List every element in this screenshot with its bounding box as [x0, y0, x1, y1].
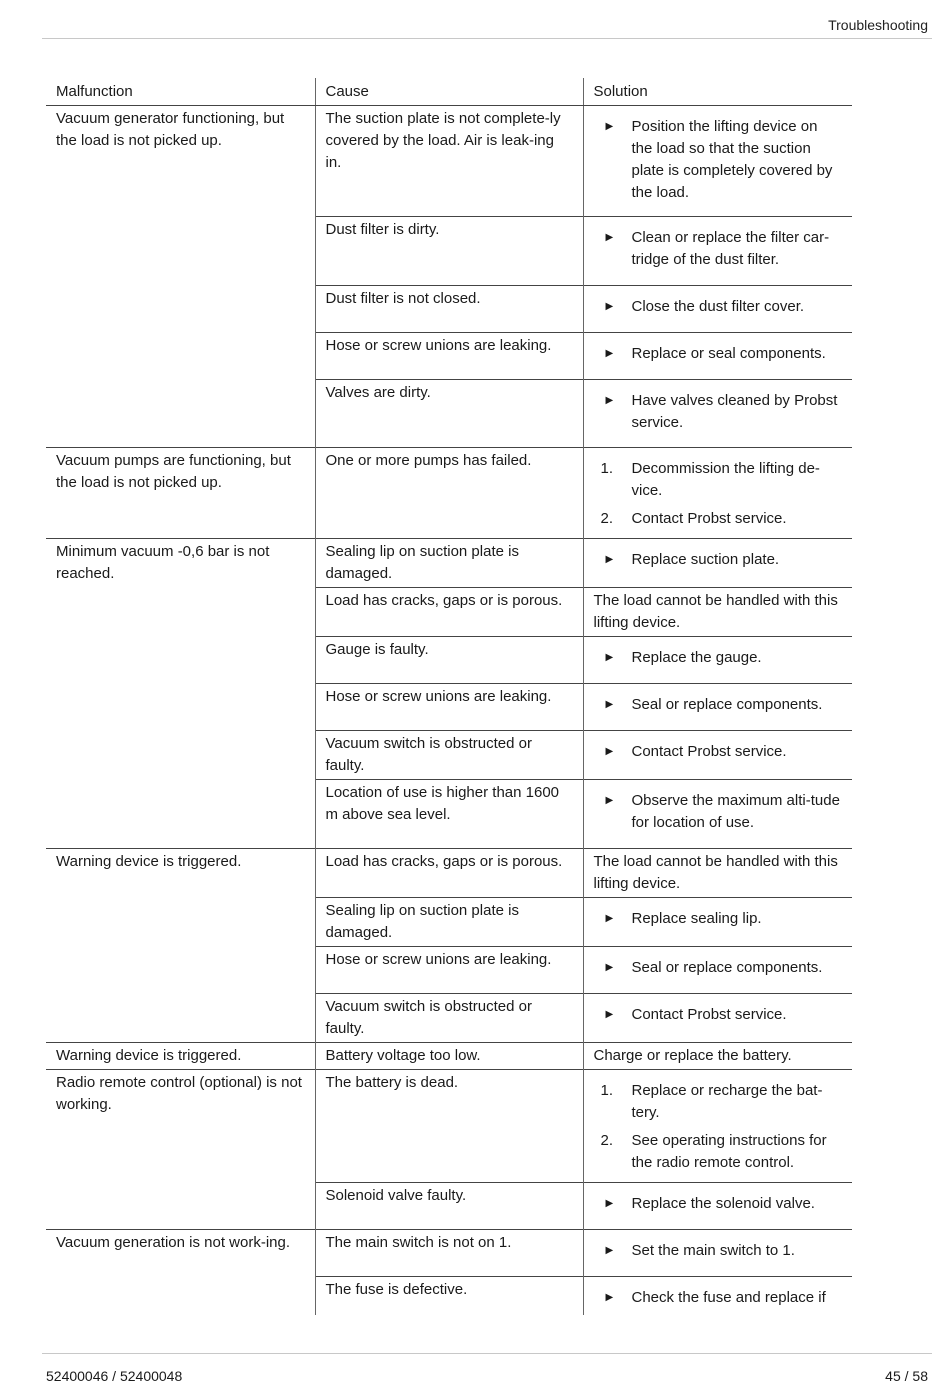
cause-cell: Hose or screw unions are leaking.: [315, 333, 583, 380]
solution-cell: [583, 994, 852, 1043]
table-body: [46, 106, 852, 1316]
cause-cell: Sealing lip on suction plate is damaged.: [315, 539, 583, 588]
solution-step: [594, 647, 843, 669]
cause-cell: Load has cracks, gaps or is porous.: [315, 849, 583, 898]
arrow-bullet-icon: ▶: [605, 121, 614, 132]
arrow-bullet-icon: ▶: [605, 554, 614, 565]
solution-step: [594, 1193, 843, 1215]
solution-cell: [583, 539, 852, 588]
solution-text: Decommission the lifting de-vice.: [631, 460, 820, 499]
malfunction-cell: Minimum vacuum -0,6 bar is not reached.: [46, 539, 315, 849]
column-header-cause: Cause: [315, 78, 583, 106]
solution-text: Set the main switch to 1.: [631, 1242, 795, 1259]
solution-step: [594, 296, 843, 318]
arrow-bullet-icon: ▶: [605, 962, 614, 973]
solution-text: Clean or replace the filter car-tridge of the dust filter.: [631, 229, 830, 268]
arrow-bullet-icon: ▶: [605, 395, 614, 406]
header-divider: [42, 38, 932, 39]
troubleshooting-table: [46, 78, 852, 1315]
malfunction-cell: Vacuum generation is not work-ing.: [46, 1230, 315, 1316]
solution-step: [594, 1130, 843, 1174]
cause-cell: Vacuum switch is obstructed or faulty.: [315, 994, 583, 1043]
column-header-malfunction: Malfunction: [46, 78, 315, 106]
solution-step: [594, 741, 843, 763]
malfunction-cell: Warning device is triggered.: [46, 849, 315, 1043]
page-number: 45 / 58: [885, 1368, 928, 1384]
cause-cell: The main switch is not on 1.: [315, 1230, 583, 1277]
cause-cell: Hose or screw unions are leaking.: [315, 947, 583, 994]
solution-cell: [583, 217, 852, 286]
solution-step: [594, 908, 843, 930]
cause-cell: Gauge is faulty.: [315, 637, 583, 684]
solution-cell: [583, 333, 852, 380]
table-header-row: [46, 78, 852, 106]
cause-cell: Solenoid valve faulty.: [315, 1183, 583, 1230]
cause-cell: The battery is dead.: [315, 1070, 583, 1183]
solution-text: Check the fuse and replace if: [631, 1289, 826, 1306]
solution-cell: [583, 1230, 852, 1277]
solution-text: Replace the solenoid valve.: [631, 1195, 815, 1212]
table-row: [46, 539, 852, 588]
solution-text: Seal or replace components.: [631, 959, 823, 976]
solution-cell: [583, 380, 852, 448]
arrow-bullet-icon: ▶: [605, 699, 614, 710]
solution-text: Replace the gauge.: [631, 649, 762, 666]
arrow-bullet-icon: ▶: [605, 746, 614, 757]
solution-cell: [583, 286, 852, 333]
table-row: [46, 1230, 852, 1277]
solution-cell: [583, 637, 852, 684]
solution-cell: [583, 684, 852, 731]
arrow-bullet-icon: ▶: [605, 913, 614, 924]
column-header-solution: Solution: [583, 78, 852, 106]
solution-step: [594, 116, 843, 204]
cause-cell: The fuse is defective.: [315, 1277, 583, 1316]
solution-text: Have valves cleaned by Probst service.: [631, 392, 838, 431]
table-row: [46, 448, 852, 539]
arrow-bullet-icon: ▶: [605, 1198, 614, 1209]
cause-cell: Vacuum switch is obstructed or faulty.: [315, 731, 583, 780]
malfunction-cell: Vacuum generator functioning, but the load is not picked up.: [46, 106, 315, 448]
solution-cell: [583, 1183, 852, 1230]
malfunction-cell: Radio remote control (optional) is not working.: [46, 1070, 315, 1230]
cause-cell: Battery voltage too low.: [315, 1043, 583, 1070]
solution-step: [594, 227, 843, 271]
solution-cell: [583, 947, 852, 994]
table-row: [46, 106, 852, 217]
solution-cell: [583, 1070, 852, 1183]
cause-cell: Dust filter is dirty.: [315, 217, 583, 286]
solution-cell: [583, 849, 852, 898]
solution-step: [594, 1240, 843, 1262]
step-number: 1.: [600, 460, 614, 477]
table-row: [46, 849, 852, 898]
malfunction-cell: Vacuum pumps are functioning, but the load is not picked up.: [46, 448, 315, 539]
solution-cell: [583, 588, 852, 637]
step-number: 1.: [600, 1082, 614, 1099]
arrow-bullet-icon: ▶: [605, 232, 614, 243]
solution-cell: [583, 1043, 852, 1070]
solution-text: Seal or replace components.: [631, 696, 823, 713]
step-number: 2.: [600, 1132, 614, 1149]
solution-step: [594, 1080, 843, 1124]
solution-text: Contact Probst service.: [631, 743, 787, 760]
cause-cell: One or more pumps has failed.: [315, 448, 583, 539]
solution-text: The load cannot be handled with this lifting device.: [593, 853, 838, 892]
table-row: [46, 1070, 852, 1183]
malfunction-cell: Warning device is triggered.: [46, 1043, 315, 1070]
step-number: 2.: [600, 510, 614, 527]
solution-text: Observe the maximum alti-tude for location of use.: [631, 792, 840, 831]
solution-cell: [583, 780, 852, 849]
solution-step: [594, 343, 843, 365]
arrow-bullet-icon: ▶: [605, 348, 614, 359]
solution-step: [594, 1004, 843, 1026]
page-header-title: Troubleshooting: [828, 17, 928, 33]
solution-text: Replace sealing lip.: [631, 910, 762, 927]
solution-step: [594, 458, 843, 502]
solution-step: [594, 1287, 843, 1309]
footer-divider: [42, 1353, 932, 1354]
arrow-bullet-icon: ▶: [605, 1245, 614, 1256]
solution-text: Charge or replace the battery.: [593, 1047, 792, 1064]
solution-text: Replace suction plate.: [631, 551, 780, 568]
cause-cell: Valves are dirty.: [315, 380, 583, 448]
cause-cell: Location of use is higher than 1600 m above sea level.: [315, 780, 583, 849]
arrow-bullet-icon: ▶: [605, 1009, 614, 1020]
solution-text: Contact Probst service.: [631, 510, 787, 527]
cause-cell: The suction plate is not complete-ly covered by the load. Air is leak-ing in.: [315, 106, 583, 217]
solution-text: Replace or seal components.: [631, 345, 826, 362]
solution-step: [594, 957, 843, 979]
cause-cell: Load has cracks, gaps or is porous.: [315, 588, 583, 637]
solution-cell: [583, 106, 852, 217]
solution-cell: [583, 448, 852, 539]
solution-text: Position the lifting device on the load so that the suction plate is completely covered by the load.: [631, 118, 833, 201]
solution-text: Close the dust filter cover.: [631, 298, 805, 315]
solution-step: [594, 694, 843, 716]
solution-step: [594, 790, 843, 834]
cause-cell: Hose or screw unions are leaking.: [315, 684, 583, 731]
arrow-bullet-icon: ▶: [605, 652, 614, 663]
solution-text: Contact Probst service.: [631, 1006, 787, 1023]
arrow-bullet-icon: ▶: [605, 795, 614, 806]
solution-step: [594, 390, 843, 434]
solution-step: [594, 549, 843, 571]
cause-cell: Dust filter is not closed.: [315, 286, 583, 333]
solution-text: See operating instructions for the radio remote control.: [631, 1132, 827, 1171]
arrow-bullet-icon: ▶: [605, 301, 614, 312]
document-number: 52400046 / 52400048: [46, 1368, 183, 1384]
solution-text: The load cannot be handled with this lifting device.: [593, 592, 838, 631]
solution-cell: [583, 1277, 852, 1316]
solution-step: [594, 508, 843, 530]
solution-text: Replace or recharge the bat-tery.: [631, 1082, 823, 1121]
cause-cell: Sealing lip on suction plate is damaged.: [315, 898, 583, 947]
table-row: [46, 1043, 852, 1070]
solution-cell: [583, 731, 852, 780]
solution-cell: [583, 898, 852, 947]
arrow-bullet-icon: ▶: [605, 1292, 614, 1303]
